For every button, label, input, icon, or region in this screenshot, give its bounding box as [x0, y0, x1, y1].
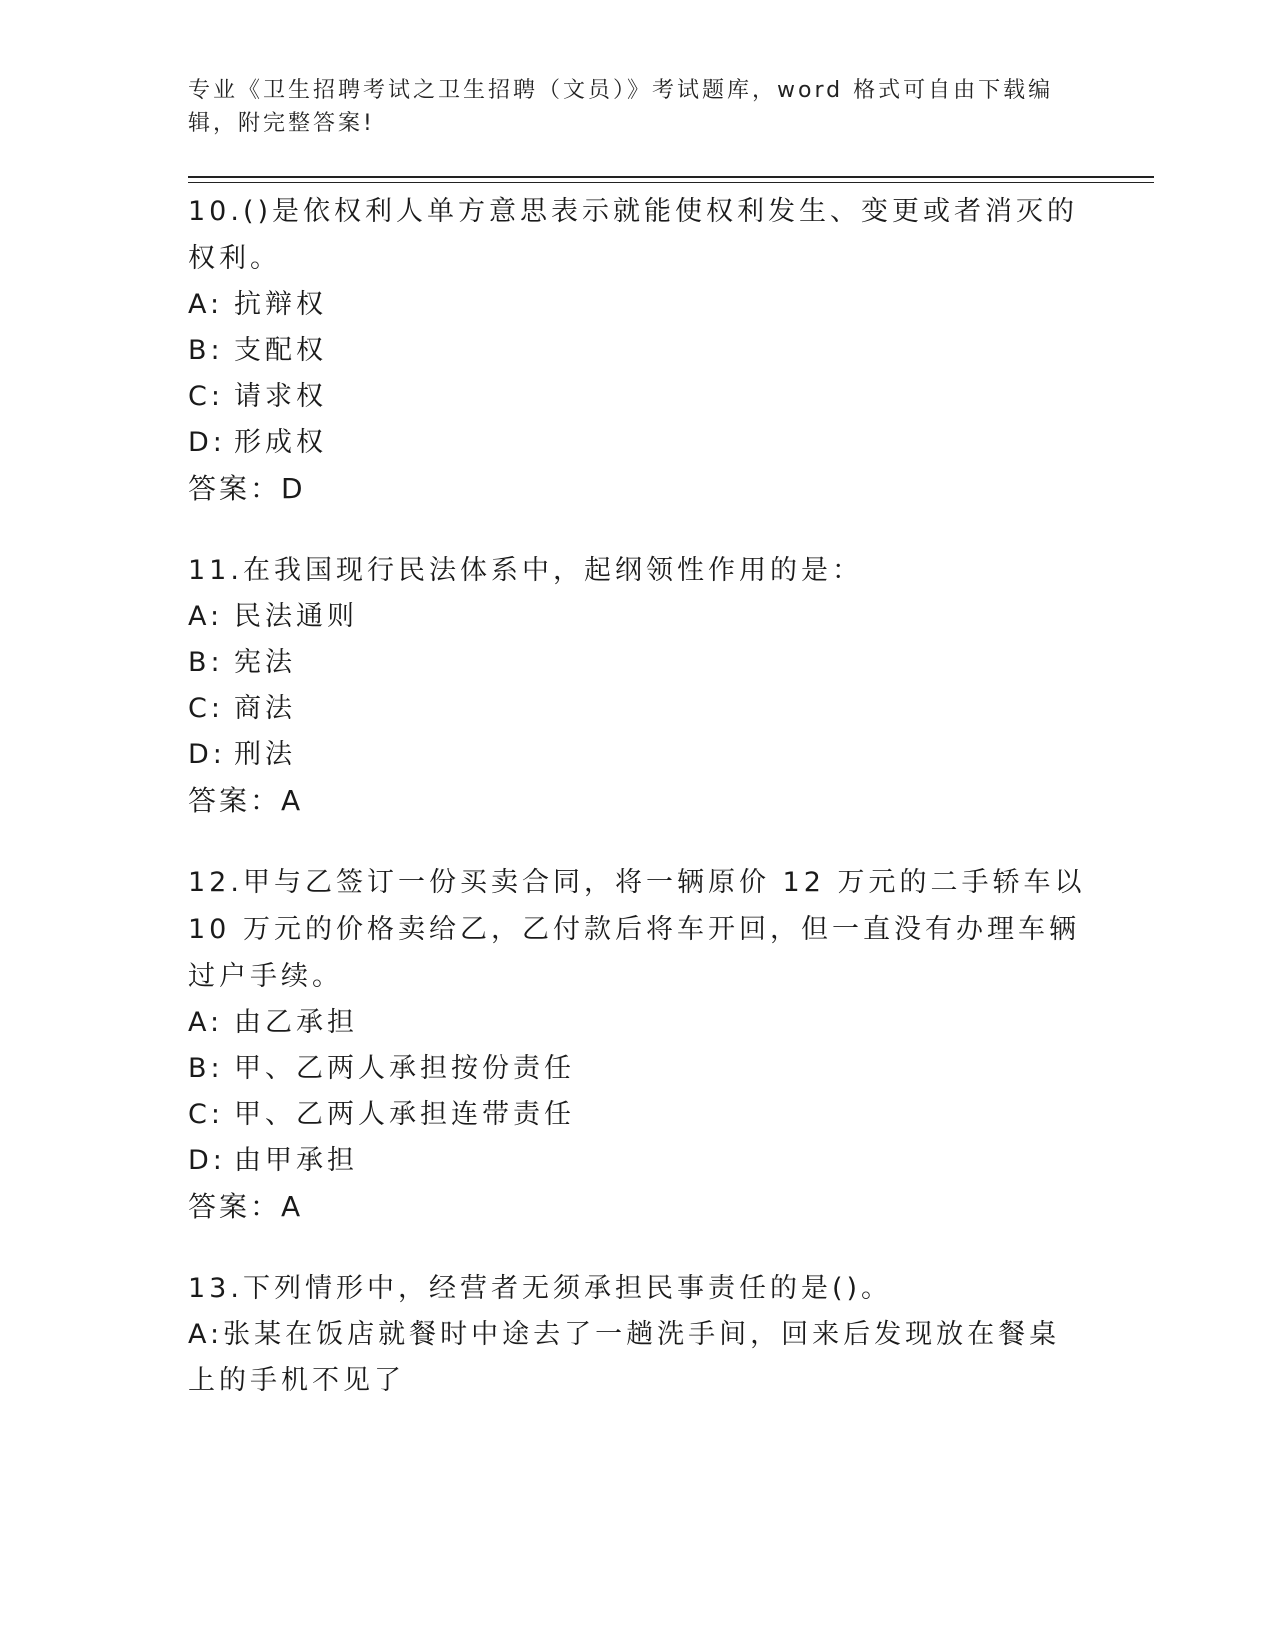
- question-10: [188, 188, 1088, 512]
- option-c: [188, 686, 1088, 732]
- option-text: 抗辩权: [234, 289, 327, 320]
- option-b: [188, 328, 1088, 374]
- answer-line: 答案：A: [188, 784, 304, 817]
- option-text: 民法通则: [234, 601, 358, 632]
- question-stem: 13.下列情形中，经营者无须承担民事责任的是()。: [188, 1273, 893, 1304]
- question-12: [188, 859, 1088, 1230]
- question-11: [188, 547, 1088, 824]
- option-d: [188, 1138, 1088, 1184]
- option-letter: A:: [188, 289, 224, 320]
- option-letter: D:: [188, 427, 226, 458]
- option-a: [188, 282, 1088, 328]
- option-letter: B:: [188, 647, 224, 678]
- option-text: 甲、乙两人承担连带责任: [234, 1099, 575, 1130]
- option-letter: B:: [188, 1053, 224, 1084]
- option-text: 张某在饭店就餐时中途去了一趟洗手间，回来后发现放在餐桌上的手机不见了: [188, 1319, 1061, 1396]
- option-text: 形成权: [234, 427, 327, 458]
- option-letter: C:: [188, 693, 224, 724]
- option-a: [188, 1312, 1088, 1404]
- option-text: 由甲承担: [234, 1145, 358, 1176]
- option-b: [188, 640, 1088, 686]
- option-text: 刑法: [234, 739, 296, 770]
- option-letter: C:: [188, 1099, 224, 1130]
- option-b: [188, 1046, 1088, 1092]
- question-stem: 11.在我国现行民法体系中，起纲领性作用的是：: [188, 555, 863, 586]
- option-text: 由乙承担: [234, 1007, 358, 1038]
- option-letter: A:: [188, 1007, 224, 1038]
- option-text: 商法: [234, 693, 296, 724]
- option-letter: A:: [188, 1319, 224, 1350]
- question-stem: 10.()是依权利人单方意思表示就能使权利发生、变更或者消灭的权利。: [188, 196, 1079, 274]
- answer-line: 答案：A: [188, 1190, 304, 1223]
- option-c: [188, 374, 1088, 420]
- option-text: 宪法: [234, 647, 296, 678]
- question-13: [188, 1265, 1088, 1404]
- option-c: [188, 1092, 1088, 1138]
- header-divider-thin: [188, 182, 1154, 183]
- answer-line: 答案：D: [188, 472, 306, 505]
- option-d: [188, 420, 1088, 466]
- header-divider-thick: [188, 176, 1154, 178]
- option-letter: A:: [188, 601, 224, 632]
- option-letter: D:: [188, 1145, 226, 1176]
- option-letter: B:: [188, 335, 224, 366]
- option-text: 请求权: [234, 381, 327, 412]
- document-header: 专业《卫生招聘考试之卫生招聘（文员）》考试题库，word 格式可自由下载编辑，附完整答案!: [188, 78, 1054, 136]
- option-a: [188, 1000, 1088, 1046]
- option-d: [188, 732, 1088, 778]
- question-stem: 12.甲与乙签订一份买卖合同，将一辆原价 12 万元的二手轿车以 10 万元的价格卖给乙，乙付款后将车开回，但一直没有办理车辆过户手续。: [188, 867, 1086, 992]
- option-a: [188, 594, 1088, 640]
- option-letter: C:: [188, 381, 224, 412]
- question-list: [188, 188, 1088, 1439]
- option-text: 支配权: [234, 335, 327, 366]
- option-letter: D:: [188, 739, 226, 770]
- option-text: 甲、乙两人承担按份责任: [234, 1053, 575, 1084]
